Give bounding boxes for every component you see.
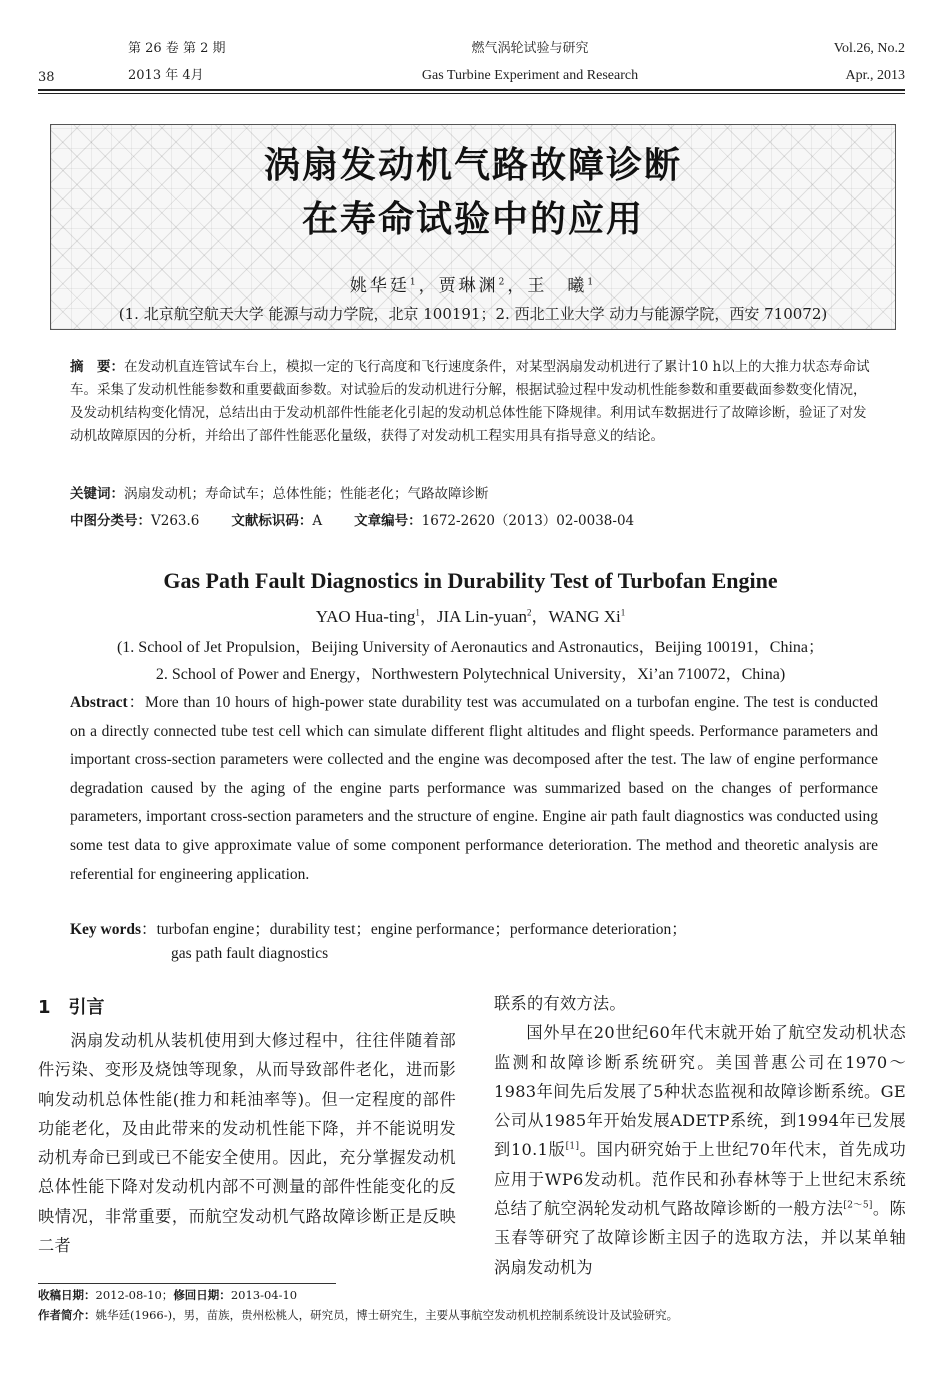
title-box <box>50 124 896 330</box>
paper-title-cn-line1: 涡扇发动机气路故障诊断 <box>263 145 682 186</box>
abstract-en-label: Abstract <box>70 694 128 711</box>
volume-issue-cn: 第 26 卷 第 2 期 <box>128 41 226 56</box>
journal-name-cn: 燃气涡轮试验与研究 <box>471 41 589 56</box>
classification-line: 中图分类号：V263.6 文献标识码：A 文章编号：1672-2620（2013）02-0038-04 <box>70 513 635 529</box>
abstract-en: Abstract：More than 10 hours of high-power state durability test was accumulated on a turbofan engine. The test is conducted on a directly connected tube test cell which can simulate different flight altitudes and flight speeds. Performance parameters and important cross-section parameters were collected and the engine was decomposed after the test. The law of engine performance degradation caused by the aging of the engine parts performance was summarized based on the changes of performance parameters, important cross-section parameters and the structure of engine. Engine air path fault diagnostics was conducted using some test data to give approximate value of some component performance deterioration. The method and theoretic analysis are referential for engineering application. <box>70 694 878 883</box>
keywords-en-line2: gas path fault diagnostics <box>171 945 329 962</box>
body-column-left <box>38 1026 456 1260</box>
abstract-cn-label: 摘 要： <box>70 359 124 375</box>
keywords-cn: 关键词：涡扇发动机；寿命试车；总体性能；性能老化；气路故障诊断 <box>70 486 489 502</box>
abstract-cn-text: 在发动机直连管试车台上，模拟一定的飞行高度和飞行速度条件，对某型涡扇发动机进行了累计10 h以上的大推力状态寿命试车。采集了发动机性能参数和重要截面参数。对试验后的发动机进行分解，根据试验过程中发动机性能参数和重要截面参数变化情况，及发动机结构变化情况，总结出由于发动机部件性能老化引起的发动机总体性能下降规律。利用试车数据进行了故障诊断，验证了对发动机故障原因的分析，并给出了部件性能恶化量级，获得了对发动机工程实用具有指导意义的结论。 <box>70 359 870 444</box>
volume-issue-en: Vol.26, No.2 <box>833 41 905 56</box>
header-rule <box>38 89 905 91</box>
citation: [2～5] <box>843 1200 873 1211</box>
citation: [1] <box>565 1142 580 1153</box>
authors-cn: 姚华廷$^1$，贾琳渊$^2$，王 曦$^1$ <box>349 276 597 296</box>
section-heading: 1 引言 <box>38 997 105 1018</box>
body-column-right <box>494 989 906 1282</box>
paper-title-cn-line2: 在寿命试验中的应用 <box>301 199 644 240</box>
authors-en: YAO Hua-ting$^1$，JIA Lin-yuan$^2$，WANG Xi$^1$ <box>315 607 626 626</box>
page-number: 38 <box>38 70 55 85</box>
affiliation-en-line1: (1. School of Jet Propulsion，Beijing University of Aeronautics and Astronautics，Beijing 100191，China； <box>116 639 825 656</box>
abstract-en-text: More than 10 hours of high-power state durability test was accumulated on a turbofan engine. The test is conducted on a directly connected tube test cell which can simulate different flight altitudes and flight speeds. Performance parameters and important cross-section parameters were collected and the engine was decomposed after the test. The law of engine performance degradation caused by the aging of the engine parts performance was summarized based on the changes of performance parameters, important cross-section parameters and the structure of engine. Engine air path fault diagnostics was conducted using some test data to give approximate value of some component performance deterioration. The method and theoretic analysis are referential for engineering application. <box>70 694 878 883</box>
affiliation-cn: (1. 北京航空航天大学 能源与动力学院，北京 100191；2. 西北工业大学 动力与能源学院，西安 710072) <box>118 305 828 323</box>
affiliation-en-line2: 2. School of Power and Energy，Northwestern Polytechnical University，Xi’an 710072，China) <box>155 666 786 683</box>
abstract-cn <box>70 356 878 448</box>
journal-name-en: Gas Turbine Experiment and Research <box>421 68 639 83</box>
footnote-dates: 收稿日期：2012-08-10；修回日期：2013-04-10 <box>38 1288 298 1302</box>
footnote-rule <box>38 1283 336 1284</box>
keywords-en: Key words：turbofan engine；durability test；engine performance；performance deterioration； <box>70 921 687 938</box>
paragraph-continuation: 联系的有效方法。 <box>494 994 626 1013</box>
date-en: Apr., 2013 <box>845 68 905 83</box>
paper-title-en: Gas Path Fault Diagnostics in Durability Test of Turbofan Engine <box>163 568 778 593</box>
header-rule-thin <box>38 93 905 94</box>
paragraph: 国外早在20世纪60年代末就开始了航空发动机状态监测和故障诊断系统研究。美国普惠公司在1970～1983年间先后发展了5种状态监视和故障诊断系统。GE公司从1985年开始发展ADETP系统，到1994年已发展到10.1版[1]。国内研究始于上世纪70年代末，首先成功应用于WP6发动机。范作民和孙春林等于上世纪末系统总结了航空涡轮发动机气路故障诊断的一般方法[2～5]。陈玉春等研究了故障诊断主因子的选取方法，并以某单轴涡扇发动机为 <box>494 1023 906 1277</box>
footnote-author-bio: 作者简介：姚华廷(1966-)，男，苗族，贵州松桃人，研究员，博士研究生，主要从事航空发动机机控制系统设计及试验研究。 <box>38 1308 679 1322</box>
paragraph: 涡扇发动机从装机使用到大修过程中，往往伴随着部件污染、变形及烧蚀等现象，从而导致部件老化，进而影响发动机总体性能(推力和耗油率等)。但一定程度的部件功能老化，及由此带来的发动机性能下降，并不能说明发动机寿命已到或已不能安全使用。因此，充分掌握发动机总体性能下降对发动机内部不可测量的部件性能变化的反映情况，非常重要，而航空发动机气路故障诊断正是反映二者 <box>38 1031 456 1256</box>
date-cn: 2013 年 4月 <box>128 68 204 83</box>
